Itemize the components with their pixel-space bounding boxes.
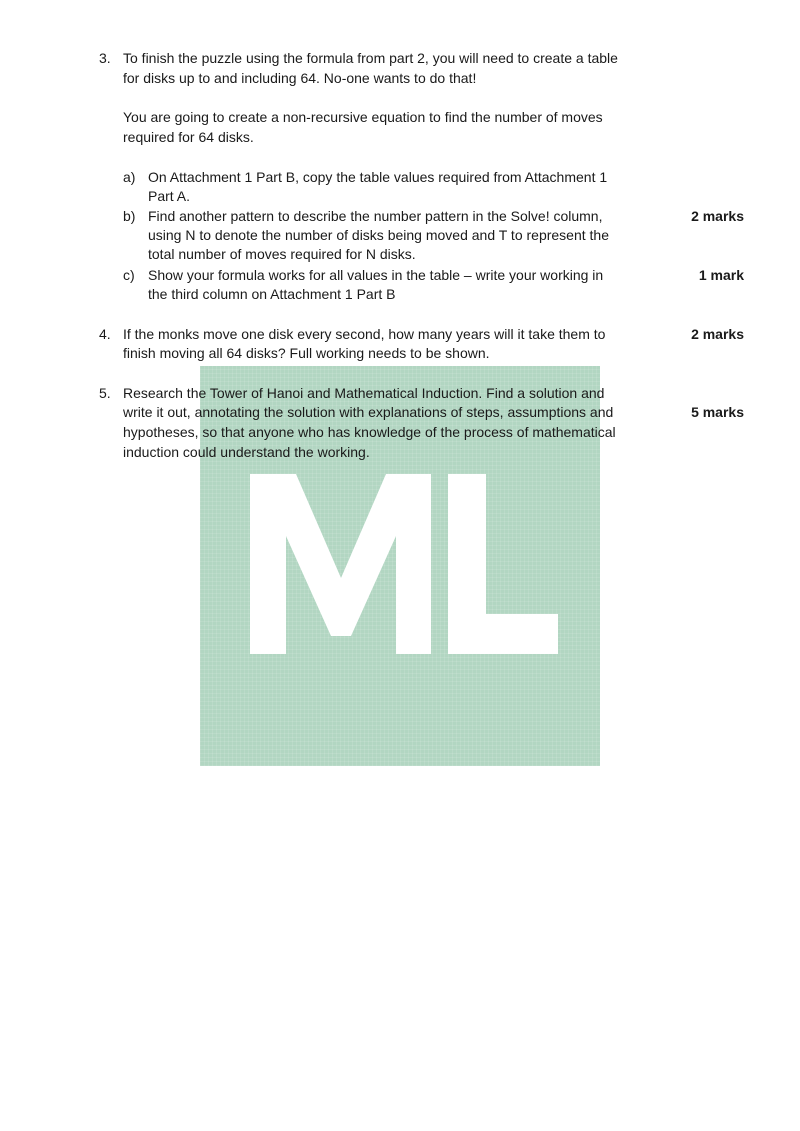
question-text-line: required for 64 disks. bbox=[123, 129, 254, 145]
marks-badge: 1 mark bbox=[698, 267, 744, 283]
question-text-line: finish moving all 64 disks? Full working needs to be shown. bbox=[123, 345, 490, 361]
question-text-line: hypotheses, so that anyone who has knowledge of the process of mathematical bbox=[123, 424, 616, 440]
subpart-text-line: total number of moves required for N disks. bbox=[148, 246, 416, 262]
question-text-line: If the monks move one disk every second, how many years will it take them to bbox=[123, 326, 606, 342]
question-text-line: write it out, annotating the solution with explanations of steps, assumptions and bbox=[123, 404, 614, 420]
subpart-text-line: Part A. bbox=[148, 188, 191, 204]
marks-badge: 2 marks bbox=[691, 208, 744, 224]
subpart-text-line: Show your formula works for all values in the table – write your working in bbox=[148, 267, 604, 283]
question-number: 5. bbox=[99, 385, 111, 401]
marks-badge: 5 marks bbox=[691, 404, 744, 420]
subpart-text-line: the third column on Attachment 1 Part B bbox=[148, 286, 396, 302]
question-text-line: Research the Tower of Hanoi and Mathematical Induction. Find a solution and bbox=[123, 385, 605, 401]
subpart-label: a) bbox=[123, 169, 136, 185]
subpart-label: b) bbox=[123, 208, 136, 224]
question-number: 4. bbox=[99, 326, 111, 342]
question-text-line: induction could understand the working. bbox=[123, 444, 370, 460]
question-text-line: You are going to create a non-recursive equation to find the number of moves bbox=[123, 109, 603, 125]
marks-badge: 2 marks bbox=[691, 326, 744, 342]
question-text-line: To finish the puzzle using the formula from part 2, you will need to create a table bbox=[123, 50, 618, 66]
subpart-text-line: On Attachment 1 Part B, copy the table values required from Attachment 1 bbox=[148, 169, 608, 185]
question-text-line: for disks up to and including 64. No-one wants to do that! bbox=[123, 70, 477, 86]
subpart-label: c) bbox=[123, 267, 135, 283]
subpart-text-line: using N to denote the number of disks being moved and T to represent the bbox=[148, 227, 609, 243]
question-number: 3. bbox=[99, 50, 111, 66]
subpart-text-line: Find another pattern to describe the number pattern in the Solve! column, bbox=[148, 208, 603, 224]
